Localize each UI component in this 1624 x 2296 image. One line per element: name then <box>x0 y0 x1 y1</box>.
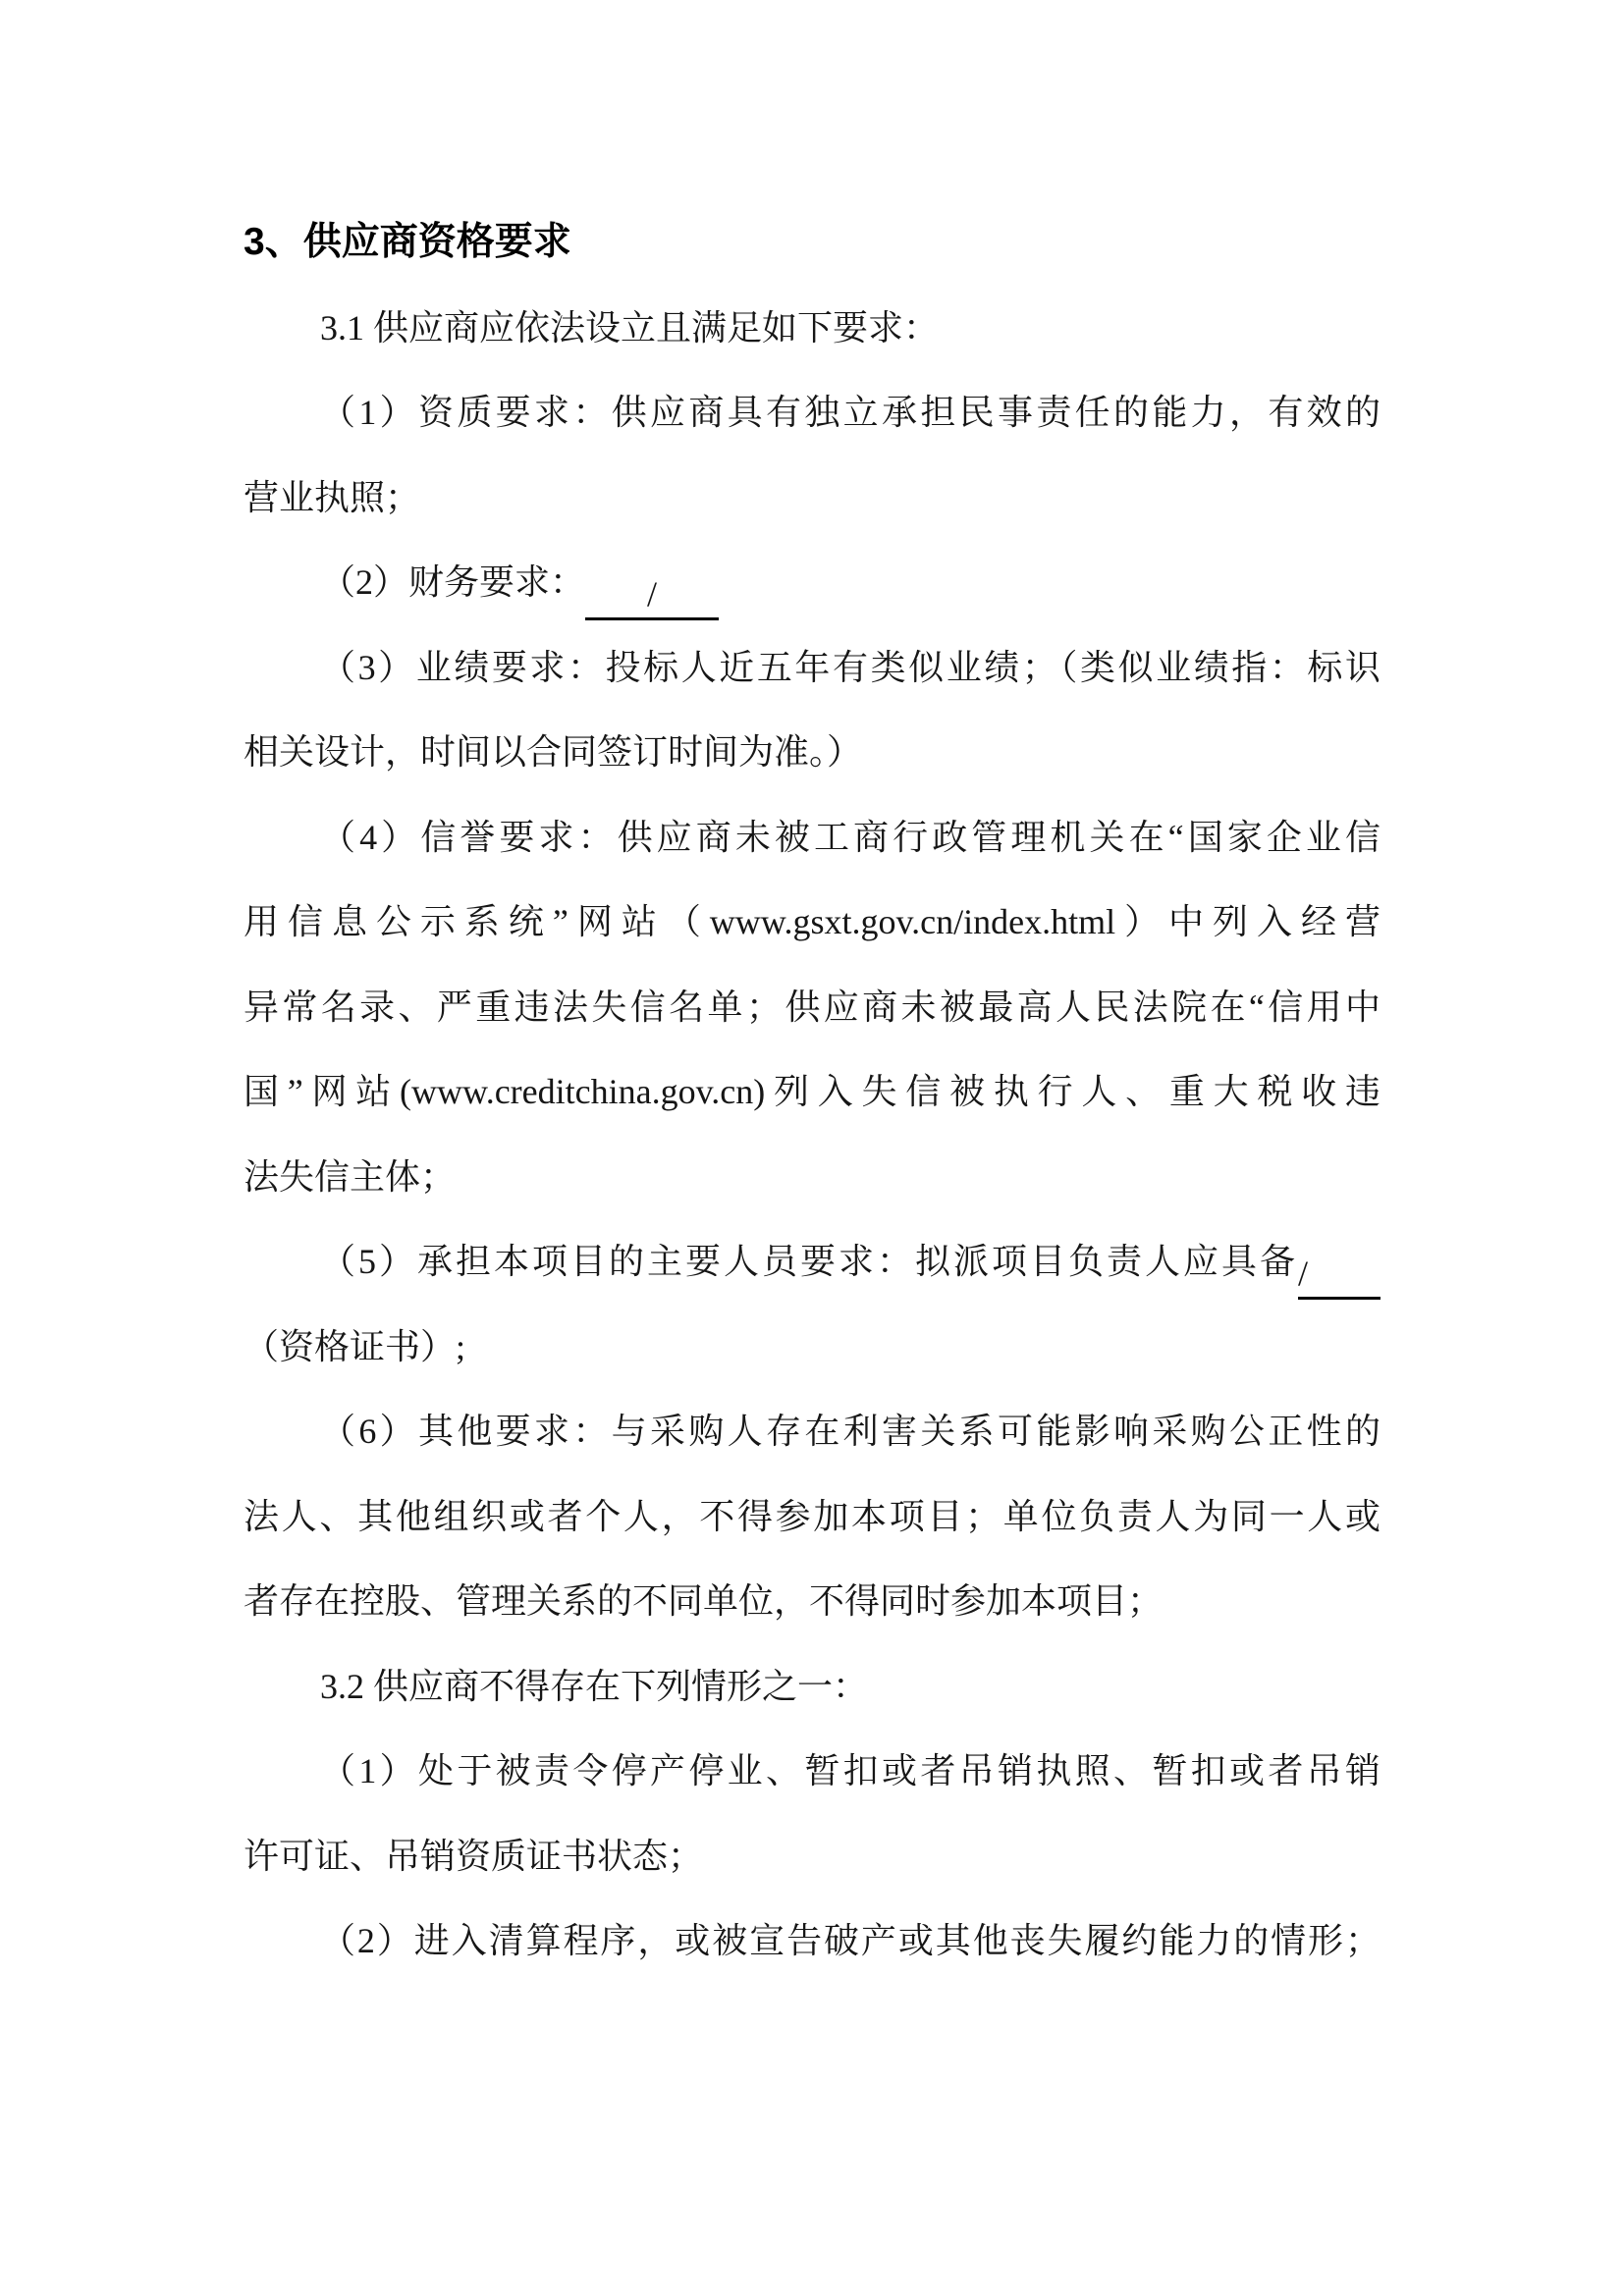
item-6-other-line-3: 者存在控股、管理关系的不同单位，不得同时参加本项目； <box>244 1581 1164 1621</box>
item-1-qualification-line-1: （1）资质要求：供应商具有独立承担民事责任的能力，有效的 <box>320 393 1380 432</box>
item-1-qualification-line-2: 营业执照； <box>244 477 421 517</box>
item-2-finance <box>244 540 1380 625</box>
fill-in-blank-certificate <box>1298 1250 1380 1300</box>
slash-placeholder: / <box>1298 1254 1309 1293</box>
document-body <box>244 200 1380 1984</box>
item-4-reputation-line-4: 国”网站(www.creditchina.gov.cn)列入失信被执行人、重大税收违 <box>244 1072 1380 1111</box>
item-5-personnel-line-1 <box>244 1219 1380 1305</box>
item-6-other-line-1: （6）其他要求：与采购人存在利害关系可能影响采购公正性的 <box>320 1412 1380 1451</box>
fill-in-blank-finance <box>585 570 719 620</box>
item-3-performance-line-2: 相关设计，时间以合同签订时间为准。） <box>244 732 863 772</box>
item-4-reputation-line-3: 异常名录、严重违法失信名单；供应商未被最高人民法院在“信用中 <box>244 987 1380 1027</box>
item-5-personnel-line-2: （资格证书）; <box>244 1326 466 1366</box>
section-heading: 3、供应商资格要求 <box>244 221 571 263</box>
item-6-other-line-2: 法人、其他组织或者个人，不得参加本项目；单位负责人为同一人或 <box>244 1496 1380 1536</box>
clause-3-2-item-2: （2）进入清算程序，或被宣告破产或其他丧失履约能力的情形； <box>320 1921 1380 1960</box>
item-4-reputation-line-1: （4）信誉要求：供应商未被工商行政管理机关在“国家企业信 <box>320 817 1380 857</box>
item-5-personnel-label: （5）承担本项目的主要人员要求：拟派项目负责人应具备 <box>320 1242 1298 1281</box>
item-2-finance-label: （2）财务要求： <box>320 562 586 602</box>
item-4-reputation-line-5: 法失信主体； <box>244 1156 457 1197</box>
clause-3-1: 3.1 供应商应依法设立且满足如下要求： <box>320 307 940 347</box>
item-3-performance-line-1: （3）业绩要求：投标人近五年有类似业绩；（类似业绩指：标识 <box>320 647 1380 687</box>
clause-3-2-item-1-line-2: 许可证、吊销资质证书状态； <box>244 1836 704 1876</box>
item-4-reputation-line-2: 用信息公示系统”网站（www.gsxt.gov.cn/index.html）中列入经营 <box>244 902 1380 941</box>
slash-placeholder: / <box>647 574 658 614</box>
clause-3-2-item-1-line-1: （1）处于被责令停产停业、暂扣或者吊销执照、暂扣或者吊销 <box>320 1751 1380 1790</box>
clause-3-2: 3.2 供应商不得存在下列情形之一： <box>320 1666 869 1706</box>
